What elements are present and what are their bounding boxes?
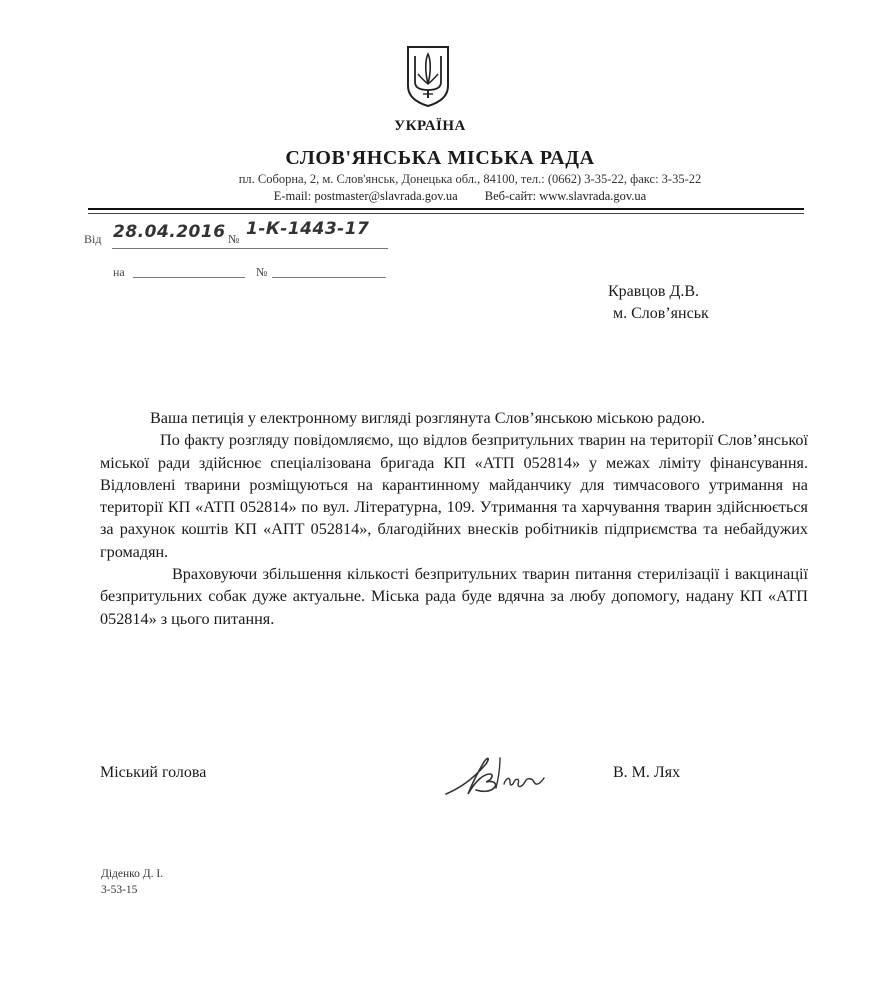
signatory-title: Міський голова (100, 764, 207, 781)
executor-phone: 3-53-15 (101, 884, 138, 896)
council-email: E-mail: postmaster@slavrada.gov.ua (273, 189, 458, 203)
council-contacts: пл. Соборна, 2, м. Слов'янськ, Донецька обл., 84100, тел.: (0662) 3-35-22, факс: 3-35-22 (238, 172, 702, 186)
letter-body (100, 407, 808, 630)
ref-underline (112, 247, 388, 249)
ref-date-handwritten: 28.04.2016 (113, 222, 226, 242)
council-website: Веб-сайт: www.slavrada.gov.ua (484, 189, 647, 203)
body-paragraph: Ваша петиція у електронному вигляді розглянута Слов’янською міською радою. (150, 409, 706, 427)
to-number-underline (272, 276, 386, 278)
council-heading: СЛОВ'ЯНСЬКА МІСЬКА РАДА (285, 147, 595, 169)
addressee-name: Кравцов Д.В. (608, 283, 700, 300)
to-label: на (113, 265, 125, 279)
ref-number-label: № (228, 232, 240, 246)
coat-of-arms-emblem (405, 44, 451, 108)
body-paragraph: Враховуючи збільшення кількості безпритульних тварин питання стерилізації і вакцинації безпритульних собак дуже актуальне. Міська рада буде вдячна за любу допомогу, надану КП «АТП 052814» з цього питання. (100, 565, 808, 628)
ref-number-handwritten: 1-К-1443-17 (246, 219, 370, 239)
addressee-city: м. Слов’янськ (613, 305, 709, 322)
to-date-underline (133, 276, 245, 278)
handwritten-signature (442, 750, 572, 800)
executor-name: Діденко Д. І. (101, 868, 164, 880)
country-heading: УКРАЇНА (394, 118, 466, 134)
body-paragraph: По факту розгляду повідомляємо, що відлов безпритульних тварин на території Слов’янської міської ради здійснює спеціалізована бригада КП «АТП 052814» у межах ліміту фінансування. Відловлені тварини розміщуються на карантинному майданчику для тимчасового утримання на території КП «АТП 052814» по вул. Літературна, 109. Утримання та харчування тварин здійснюється за рахунок коштів КП «АПТ 052814», благодійних внесків робітників підприємства та небайдужих громадян. (100, 431, 808, 561)
signatory-name: В. М. Лях (613, 764, 681, 781)
header-rule-thick (88, 208, 804, 210)
header-rule-thin (88, 213, 804, 214)
to-number-label: № (256, 265, 268, 279)
ref-from-label: Від (84, 232, 102, 246)
council-web-line (200, 189, 720, 204)
